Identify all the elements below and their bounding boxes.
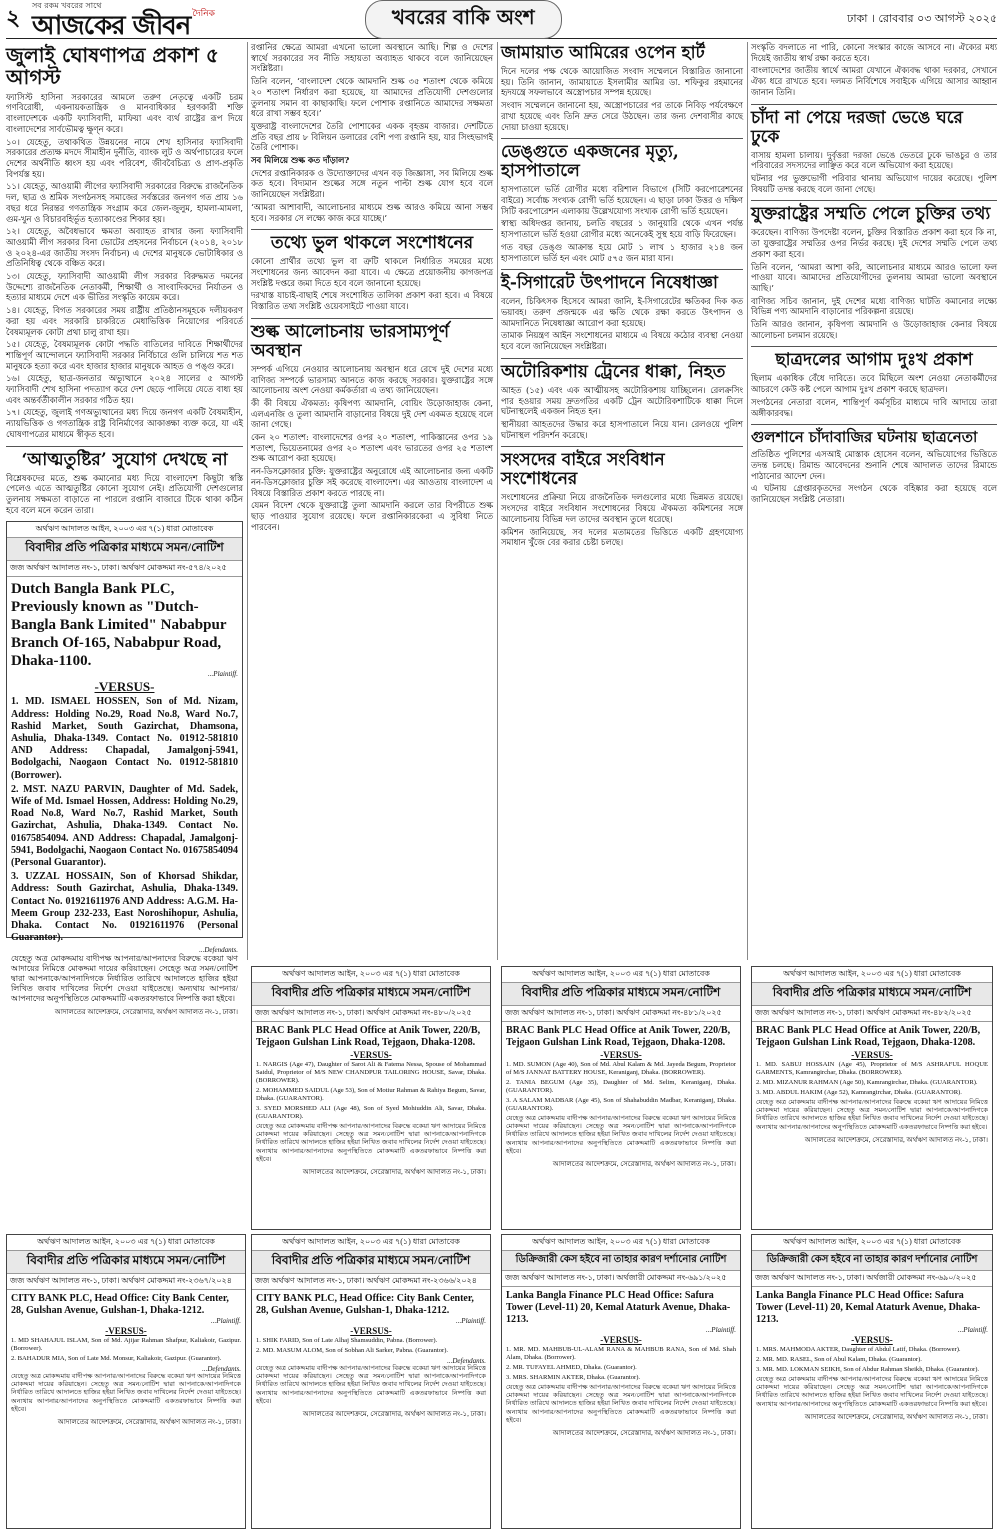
paragraph: যুক্তরাষ্ট্র বাংলাদেশের তৈরি পোশাকের একক বৃহত্তম বাজার। দেশটিতে প্রতি বছর প্রায় ৮ বিলিয়ন ডলারের বেশি পণ্য রপ্তানি হয়, যার সিংহভাগই তৈরি পোশাক।: [251, 120, 493, 153]
paragraph: দেশের রপ্তানিকারক ও উদ্যোক্তাদের এখন বড় জিজ্ঞাসা, সব মিলিয়ে শুল্ক কত হবে। বিদ্যমান শুল্কের সঙ্গে নতুন পাল্টা শুল্ক যোগ হবে বলে জানিয়েছেন সংশ্লিষ্টরা।: [251, 167, 493, 200]
headline: শুল্ক আলোচনায় ভারসাম্যপূর্ণ অবস্থান: [251, 321, 449, 361]
defendant: 1. MD. SABUJ HOSSAIN (Age 45), Proprietor of M/S ASHRAFUL HOQUE GARMENTS, Kamrangirchar, Dhaka. (BORROWER).: [756, 1061, 988, 1076]
notice-court: জজ অর্থঋণ আদালত নং-১, ঢাকা। অর্থঋণ মোকদ্দমা নং-২৩৬৭/২০২৪: [7, 1274, 245, 1290]
headline: ডেঙ্গুতে একজনের মৃত্যু, হাসপাতালে: [501, 142, 679, 182]
paragraph: কেন ২০ শতাংশ: বাংলাদেশের ওপর ২০ শতাংশ, পাকিস্তানের ওপর ১৯ শতাংশ, ভিয়েতনামের ওপর ২০ শতাংশ এবং ভারতের ওপর ২৫ শতাংশ শুল্ক আরোপ করা হয়েছে।: [251, 432, 493, 464]
paragraph: সংস্কৃতি বদলাতে না পারি, কোনো সংস্কার কাজে আসবে না। ঐক্যের মধ্য দিয়েই জাতীয় স্বার্থ রক্ষা করতে হবে।: [751, 42, 997, 63]
paragraph: বাণিজ্য সচিব জানান, দুই দেশের মধ্যে বাণিজ্য ঘাটতি কমানোর লক্ষ্যে বিভিন্ন পণ্য আমদানি বাড়ানোর পরিকল্পনা রয়েছে।: [751, 295, 997, 317]
paragraph: কোনো প্রার্থীর তথ্যে ভুল বা ত্রুটি থাকলে নির্ধারিত সময়ের মধ্যে সংশোধনের জন্য আবেদন করা যাবে। এ ক্ষেত্রে প্রয়োজনীয় কাগজপত্র সংশ্লিষ্ট দপ্তরে জমা দিতে হবে বলে জানানো হয়েছে।: [251, 256, 493, 288]
defendants-tag: ...Defendants.: [447, 1357, 486, 1365]
defendant: 2. MOHAMMED SAIDUL (Age 53), Son of Motiur Rahman & Rahiya Begum, Savar, Dhaka. (GUARANTOR).: [256, 1087, 486, 1102]
paragraph: ফ্যাসিস্ট হাসিনা সরকারের আমলে তরুণ নেতৃত্বে একটি চরম গণবিরোধী, একনায়কতান্ত্রিক ও মানবাধিকার হরণকারী শক্তি বাংলাদেশকে একটি ফ্যাসিবাদী, মাফিয়া এবং ব্যর্থ রাষ্ট্রের রূপ দিয়ে বাংলাদেশের সার্বভৌমত্ব ক্ষুণ্ন করে।: [6, 91, 243, 134]
brand-name: আজকের জীবন: [32, 10, 191, 41]
notice-court: জজ অর্থঋণ আদালত নং-১, ঢাকা। অর্থঋণ মোকদ্দমা নং-৫৭৪/২০২৫: [7, 561, 242, 577]
story-ecigarette: [501, 269, 743, 352]
defendant: 1. MD. ISMAEL HOSSEN, Son of Md. Nizam, Address: Holding No.29, Road No.8, Ward No.7, Rashid Market, South Gazirchat, Dhamsona, Ashulia, Dhaka-1349. Contact No. 01912-581810 AND Address: Chapadal, Jamalgonj-5941, Bodolgachi, Naogaon Contact No. 01912-581810 (Borrower).: [11, 696, 238, 781]
story-gulshan: [751, 424, 997, 504]
paragraph: স্বাস্থ্য অধিদপ্তর জানায়, চলতি বছরের ১ জানুয়ারি থেকে এখন পর্যন্ত হাসপাতালে ভর্তি হওয়া রোগীর মধ্যে অনেকেই সুস্থ হয়ে বাড়ি ফিরেছেন।: [501, 218, 743, 240]
paragraph: ঘটনার পর ভুক্তভোগী পরিবার থানায় অভিযোগ দায়ের করেছে। পুলিশ বিষয়টি তদন্ত করছে বলে জানা গেছে।: [751, 172, 997, 194]
versus: -VERSUS-: [350, 1326, 392, 1336]
paragraph: গত বছর ডেঙ্গু আক্রান্ত হয়ে মোট ১ লাখ ১ হাজার ২১৪ জন হাসপাতালে ভর্তি হন এবং মোট ৫৭৫ জন মারা যান।: [501, 241, 743, 263]
notice-title: বিবাদীর প্রতি পত্রিকার মাধ্যমে সমন/নোটিশ: [252, 983, 490, 1006]
headline: গুলশানে চাঁদাবাজির ঘটনায় ছাত্রনেতা: [751, 428, 978, 447]
story-us-deal: [751, 200, 997, 340]
defendant: 2. MD. MIZANUR RAHMAN (Age 50), Kamrangirchar, Dhaka. (GUARANTOR).: [756, 1079, 978, 1086]
legal-notice-lankabangla-2: [751, 1234, 993, 1529]
paragraph: ১৩। যেহেতু, ফ্যাসিবাদী আওয়ামী লীগ সরকার বিরুদ্ধমত দমনের উদ্দেশ্যে রাজনৈতিক নেতাকর্মী, শিক্ষার্থী ও সাংবাদিকদের নির্যাতন ও হত্যার মাধ্যমে দেশে এক ভীতির সংস্কৃতি কায়েম করে।: [6, 271, 243, 303]
notice-body: যেহেতু অত্র মোকদ্দমায় বাদীপক্ষ আপনার/আপনাদের বিরুদ্ধে বকেয়া ঋণ আদায়ের নিমিত্তে মোকদ্দমা দায়ের করিয়াছেন। সেহেতু অত্র সমন/নোটিশ দ্বারা আপনাকে/আপনাদিগকে নির্ধারিত তারিখে আদালতে হাজির হইয়া লিখিত জবাব দাখিলের নির্দেশ দেওয়া যাইতেছে। অন্যথায় আপনার/আপনাদের অনুপস্থিতিতে মোকদ্দমাটি একতরফাভাবে নিষ্পত্তি করা হইবে।: [756, 1376, 988, 1408]
legal-notice-city-2: [251, 1234, 491, 1529]
versus: -VERSUS-: [851, 1050, 893, 1060]
defendant: 2. MR. TUFAYEL AHMED, Dhaka. (Guarantor).: [506, 1364, 637, 1371]
paragraph: বলেন, চিকিৎসক হিসেবে আমরা জানি, ই-সিগারেটের ক্ষতিকর দিক কত ভয়াবহ। তরুণ প্রজন্মকে এর ক্ষতি থেকে রক্ষা করতে উৎপাদন ও আমদানিতে নিষেধাজ্ঞা আরোপ করা হয়েছে।: [501, 296, 743, 328]
column-2: [251, 42, 493, 960]
paragraph: ছিলাম একাধিক বেঁধে দাবিতে। তবে মিছিলে অংশ নেওয়া নেতাকর্মীদের আচরণে কেউ কষ্ট পেলে আগাম দুঃখ প্রকাশ করছে ছাত্রদল।: [751, 373, 997, 395]
notice-body: যেহেতু অত্র মোকদ্দমায় বাদীপক্ষ আপনার/আপনাদের বিরুদ্ধে বকেয়া ঋণ আদায়ের নিমিত্তে মোকদ্দমা দায়ের করিয়াছেন। সেহেতু অত্র সমন/নোটিশ দ্বারা আপনাকে/আপনাদিগকে নির্ধারিত তারিখে আদালতে হাজির হইয়া লিখিত জবাব দাখিলের নির্দেশ দেওয়া যাইতেছে। অন্যথায় আপনার/আপনাদের অনুপস্থিতিতে মোকদ্দমাটি একতরফাভাবে নিষ্পত্তি করা হইবে।: [506, 1115, 736, 1155]
plaintiff-tag: ...Plaintiff.: [208, 670, 238, 679]
defendant: 2. MST. NAZU PARVIN, Daughter of Md. Sadek, Wife of Md. Ismael Hossen, Address: Holding No.29, Road No.8, Ward No.7, Rashid Market, South Gazirchat, Ashulia, Dhaka-1349. Contact No. 01675854094. AND Address: Chapadal, Jamalgonj-5941, Bodolgachi, Naogaon Contact No. 01675854094 (Personal Guarantor).: [11, 783, 238, 869]
column-1: [6, 42, 243, 1017]
notice-plaintiff: Dutch Bangla Bank PLC, Previously known as "Dutch-Bangla Bank Limited" Nababpur Branch Of-165, Nababpur Road, Dhaka-1100.: [11, 581, 227, 670]
legal-notice-dutch-bangla: [6, 521, 243, 1017]
paragraph: ১৪। যেহেতু, বিগত সরকারের সময় রাষ্ট্রীয় প্রতিষ্ঠানসমূহকে দলীয়করণ করা হয় এবং সরকারি চাকরিতে মেধাভিত্তিক নিয়োগের পরিবর্তে বৈষম্যমূলক কোটা প্রথা চালু রাখা হয়।: [6, 305, 243, 337]
notice-plaintiff: BRAC Bank PLC Head Office at Anik Tower, 220/B, Tejgaon Gulshan Link Road, Tejgaon, Dhaka-1208.: [256, 1025, 481, 1048]
notice-law: অর্থঋণ আদালত আইন, ২০০৩ এর ৭(১) ধারা মোতাবেক: [752, 1235, 992, 1251]
plaintiff-tag: ...Plaintiff.: [211, 1317, 241, 1325]
paragraph: ‘আমরা আশাবাদী, আলোচনার মাধ্যমে শুল্ক আরও কমিয়ে আনা সম্ভব হবে। সরকার সে লক্ষ্যে কাজ করে যাচ্ছে।’: [251, 201, 493, 223]
defendant: 1. MD SHAHAJUL ISLAM, Son of Md. Ajijar Rahman Shafpur, Kaliakoir, Gazipur. (Borrower).: [11, 1337, 241, 1352]
notice-signature: আদালতের আদেশক্রমে, সেরেস্তাদার, অর্থঋণ আদালত নং-১, ঢাকা।: [302, 1410, 486, 1419]
page-number: ২: [6, 4, 21, 31]
story-satisfaction: [6, 446, 243, 516]
masthead: [6, 0, 997, 39]
paragraph: ১১। যেহেতু, আওয়ামী লীগের ফ্যাসিবাদী সরকারের বিরুদ্ধে রাজনৈতিক দল, ছাত্র ও শ্রমিক সংগঠনসহ সমাজের সর্বস্তরের জনগণ গত প্রায় ১৬ বছর ধরে নিরন্তর গণতান্ত্রিক সংগ্রাম করে জেল-জুলুম, হামলা-মামলা, গুম-খুন ও বিচারবহির্ভূত হত্যাকাণ্ডের শিকার হয়।: [6, 181, 243, 224]
notice-plaintiff: BRAC Bank PLC Head Office at Anik Tower, 220/B, Tejgaon Gulshan Link Road, Tejgaon, Dhaka-1208.: [756, 1025, 981, 1048]
legal-notice-brac-2: [501, 966, 741, 1230]
paragraph: করেছেন। বাণিজ্য উপদেষ্টা বলেন, চুক্তির বিস্তারিত প্রকাশ করা হবে কি না, তা যুক্তরাষ্ট্রের সম্মতির ওপর নির্ভর করছে। দুই দেশের সম্মতি পেলে তথ্য প্রকাশ করা হবে।: [751, 227, 997, 259]
headline: ছাত্রদলের আগাম দুঃখ প্রকাশ: [775, 350, 973, 371]
paragraph: বিশ্লেষকদের মতে, শুল্ক কমানোর মধ্য দিয়ে বাংলাদেশ কিছুটা স্বস্তি পেলেও এতে আত্মতুষ্টির কোনো সুযোগ নেই। প্রতিযোগী দেশগুলোর তুলনায় সক্ষমতা বাড়াতে না পারলে রপ্তানি বাজারে টিকে থাকা কঠিন হবে বলে মনে করেন তারা।: [6, 472, 243, 515]
notice-body: যেহেতু অত্র মোকদ্দমায় বাদীপক্ষ আপনার/আপনাদের বিরুদ্ধে বকেয়া ঋণ আদায়ের নিমিত্তে মোকদ্দমা দায়ের করিয়াছেন। সেহেতু অত্র সমন/নোটিশ দ্বারা আপনাকে/আপনাদিগকে নির্ধারিত তারিখে আদালতে হাজির হইয়া লিখিত জবাব দাখিলের নির্দেশ দেওয়া যাইতেছে। অন্যথায় আপনার/আপনাদের অনুপস্থিতিতে মোকদ্দমাটি একতরফাভাবে নিষ্পত্তি করা হইবে।: [11, 954, 238, 1004]
notice-signature: আদালতের আদেশক্রমে, সেরেস্তাদার, অর্থঋণ আদালত নং-১, ঢাকা।: [302, 1168, 486, 1177]
paragraph: ১২। যেহেতু, অবৈধভাবে ক্ষমতা অব্যাহত রাখার জন্য ফ্যাসিবাদী আওয়ামী লীগ সরকার বিনা ভোটের প্রহসনের নির্বাচনে (২০১৪, ২০১৮ ও ২০২৪-এর জাতীয় সংসদ নির্বাচন) এ দেশের মানুষকে ভোটাধিকার ও প্রতিনিধিত্ব থেকে বঞ্চিত করে।: [6, 226, 243, 269]
defendant: 1. NARGIS (Age 47), Daughter of Sarot Ali & Fatema Nessa, Spouse of Mohammad Saidul, Proprietor of M/S NEW CHANDPUR TAILORING HOUSE, Savar, Dhaka. (BORROWER).: [256, 1061, 486, 1084]
paragraph: যেমন বিদেশ থেকে যুক্তরাষ্ট্রে তুলা আমদানি করলে তার বিপরীতে শুল্ক ছাড় পাওয়ার সুযোগ রয়েছে। ফলে রপ্তানিকারকেরা এ সুবিধা নিতে পারবেন।: [251, 500, 493, 532]
versus: -VERSUS-: [600, 1335, 642, 1345]
notice-title: ডিক্রিজারী কেস হইবে না তাহার কারণ দর্শানোর নোটিশ: [752, 1251, 992, 1271]
defendant: 1. MD. SUMON (Age 40), Son of Md. Abul Kalam & Md. Jayeda Begum, Proprietor of M/S JANNAT BATTERY HOUSE, Keraniganj, Dhaka. (BORROWER).: [506, 1061, 736, 1076]
defendant: 3. UZZAL HOSSAIN, Son of Khorsad Shikdar, Address: South Gazirchat, Ashulia, Dhaka-1349. Contact No. 01921611976 AND Address: A.G.M. Ha-Meem Group 232-233, East Noroshihopur, Ashulia, Dhaka. Contact No. 01921611976 (Personal Guarantor).: [11, 871, 238, 944]
paragraph: আহত (১৫) এবং এক আত্মীয়সহ অটোরিকশায় যাচ্ছিলেন। রেলক্রসিং পার হওয়ার সময় দ্রুতগতির একটি ট্রেন অটোরিকশাটিকে ধাক্কা দিলে ঘটনাস্থলেই একজন নিহত হন।: [501, 384, 743, 417]
notice-law: অর্থঋণ আদালত আইন, ২০০৩ এর ৭(১) ধারা মোতাবেক: [252, 967, 490, 983]
headline: অটোরিকশায় ট্রেনের ধাক্কা, নিহত: [501, 361, 726, 382]
brand-daily: দৈনিক: [192, 9, 215, 19]
defendant: 3. MD. ABDUL HAKIM (Age 52), Kamrangirchar, Dhaka. (GUARANTOR).: [756, 1089, 962, 1096]
notice-court: জজ অর্থঋণ আদালত নং-১, ঢাকা। অর্থঋণ মোকদ্দমা নং-৪৮১/২০২৫: [502, 1006, 740, 1022]
notice-body: যেহেতু অত্র মোকদ্দমায় বাদীপক্ষ আপনার/আপনাদের বিরুদ্ধে বকেয়া ঋণ আদায়ের নিমিত্তে মোকদ্দমা দায়ের করিয়াছেন। সেহেতু অত্র সমন/নোটিশ দ্বারা আপনাকে/আপনাদিগকে নির্ধারিত তারিখে আদালতে হাজির হইয়া লিখিত জবাব দাখিলের নির্দেশ দেওয়া যাইতেছে। অন্যথায় আপনার/আপনাদের অনুপস্থিতিতে মোকদ্দমাটি একতরফাভাবে নিষ্পত্তি করা হইবে।: [506, 1384, 736, 1424]
notice-law: অর্থঋণ আদালত আইন, ২০০৩ এর ৭(১) ধারা মোতাবেক: [502, 967, 740, 983]
notice-body: যেহেতু অত্র মোকদ্দমায় বাদীপক্ষ আপনার/আপনাদের বিরুদ্ধে বকেয়া ঋণ আদায়ের নিমিত্তে মোকদ্দমা দায়ের করিয়াছেন। সেহেতু অত্র সমন/নোটিশ দ্বারা আপনাকে/আপনাদিগকে নির্ধারিত তারিখে আদালতে হাজির হইয়া লিখিত জবাব দাখিলের নির্দেশ দেওয়া যাইতেছে। অন্যথায় আপনার/আপনাদের অনুপস্থিতিতে মোকদ্দমাটি একতরফাভাবে নিষ্পত্তি করা হইবে।: [256, 1365, 486, 1405]
paragraph: সংগঠনের নেতারা বলেন, শান্তিপূর্ণ কর্মসূচির মাধ্যমে দাবি আদায়ে তারা অঙ্গীকারবদ্ধ।: [751, 396, 997, 418]
story-correction: [251, 229, 493, 312]
paragraph: ১৫। যেহেতু, বৈষম্যমূলক কোটা পদ্ধতি বাতিলের দাবিতে শিক্ষার্থীদের শান্তিপূর্ণ আন্দোলনে ফ্যাসিবাদী সরকার নির্বিচারে গুলি চালিয়ে শত শত মানুষকে হত্যা করে এবং হাজার হাজার মানুষকে আহত ও পঙ্গু করে।: [6, 339, 243, 371]
notice-court: জজ অর্থঋণ আদালত নং-১, ঢাকা। অর্থজারী মোকদ্দমা নং-৬৯১/২০২৫: [502, 1271, 740, 1287]
story-train: [501, 358, 743, 441]
notice-law: অর্থঋণ আদালত আইন, ২০০৩ এর ৭(১) ধারা মোতাবেক: [7, 522, 242, 538]
notice-court: জজ অর্থঋণ আদালত নং-১, ঢাকা। অর্থঋণ মোকদ্দমা নং-৪৮২/২০২৫: [752, 1006, 992, 1022]
notice-law: অর্থঋণ আদালত আইন, ২০০৩ এর ৭(১) ধারা মোতাবেক: [752, 967, 992, 983]
legal-notice-lankabangla-1: [501, 1234, 741, 1529]
defendant: 1. MRS. MAHMODA AKTER, Daughter of Abdul Latif, Dhaka. (Borrower).: [756, 1346, 961, 1353]
headline: তথ্যে ভুল থাকলে সংশোধনের: [270, 233, 474, 254]
story-extortion: [751, 104, 997, 195]
headline: ই-সিগারেট উৎপাদনে নিষেধাজ্ঞা: [501, 273, 718, 294]
legal-notice-city-1: [6, 1234, 246, 1529]
paragraph: সংবাদ সম্মেলনে জানানো হয়, অস্ত্রোপচারের পর তাকে নিবিড় পর্যবেক্ষণে রাখা হয়েছে এবং তিনি দ্রুত সেরে উঠছেন। তার জন্য দেশবাসীর কাছে দোয়া চাওয়া হয়েছে।: [501, 100, 743, 132]
column-3: [501, 42, 743, 960]
defendant: 3. MRS. SHARMIN AKTER, Dhaka. (Guarantor).: [506, 1374, 641, 1381]
notice-court: জজ অর্থঋণ আদালত নং-১, ঢাকা। অর্থঋণ মোকদ্দমা নং-৪৮০/২০২৫: [252, 1006, 490, 1022]
notice-body: যেহেতু অত্র মোকদ্দমায় বাদীপক্ষ আপনার/আপনাদের বিরুদ্ধে বকেয়া ঋণ আদায়ের নিমিত্তে মোকদ্দমা দায়ের করিয়াছেন। সেহেতু অত্র সমন/নোটিশ দ্বারা আপনাকে/আপনাদিগকে নির্ধারিত তারিখে আদালতে হাজির হইয়া লিখিত জবাব দাখিলের নির্দেশ দেওয়া যাইতেছে। অন্যথায় আপনার/আপনাদের অনুপস্থিতিতে মোকদ্দমাটি একতরফাভাবে নিষ্পত্তি করা হইবে।: [256, 1123, 486, 1163]
paragraph: ১৬। যেহেতু, ছাত্র-জনতার অভ্যুত্থানে ২০২৪ সালের ৫ আগস্ট ফ্যাসিবাদী শেখ হাসিনা পদত্যাগ করে দেশ ছেড়ে পালিয়ে যেতে বাধ্য হয় এবং অন্তর্বর্তীকালীন সরকার গঠিত হয়।: [6, 373, 243, 405]
defendant: 1. MR. MD. MAHBUB-UL-ALAM RANA & MAHBUB RANA, Son of Md. Shah Alam, Dhaka. (Borrower).: [506, 1346, 736, 1361]
notice-title: বিবাদীর প্রতি পত্রিকার মাধ্যমে সমন/নোটিশ: [252, 1251, 490, 1274]
column-divider: [497, 42, 498, 960]
paragraph: তিনি বলেন, ‘আমরা আশা করি, আলোচনার মাধ্যমে আরও ভালো ফল পাওয়া যাবে। আমাদের প্রতিযোগীদের তুলনায় আমরা ভালো অবস্থানে আছি।’: [751, 261, 997, 293]
story-dengue: [501, 138, 743, 263]
headline: চাঁদা না পেয়ে দরজা ভেঙে ঘরে ঢুকে: [751, 107, 963, 147]
plaintiff-tag: ...Plaintiff.: [958, 1326, 988, 1334]
subheading: সব মিলিয়ে শুল্ক কত দাঁড়াল?: [251, 155, 350, 166]
paragraph: ১০। যেহেতু, তথাকথিত উন্নয়নের নামে শেখ হাসিনার ফ্যাসিবাদী সরকারের প্রত্যক্ষ মদদে সীমাহীন দুর্নীতি, ব্যাংক লুট ও অর্থপাচারের ফলে দেশের অর্থনীতি ধ্বংস হয় এবং পরিবেশ, জীববৈচিত্র্য ও প্রাণ-প্রকৃতি বিপর্যস্ত হয়।: [6, 136, 243, 179]
story-tariff-continued: [251, 42, 493, 223]
notice-plaintiff: BRAC Bank PLC Head Office at Anik Tower, 220/B, Tejgaon Gulshan Link Road, Tejgaon, Dhaka-1208.: [506, 1025, 731, 1048]
paragraph: রপ্তানির ক্ষেত্রে আমরা এখনো ভালো অবস্থানে আছি। শিল্প ও দেশের স্বার্থে সরকারের সব নীতি সহায়তা অব্যাহত থাকবে বলে জানিয়েছেন সংশ্লিষ্টরা।: [251, 42, 493, 74]
brand-tagline: সব রকম খবরের সাথে: [32, 0, 102, 10]
defendants-tag: ...Defendants.: [199, 946, 238, 955]
defendant: 2. BAHADUR MIA, Son of Late Md. Monsur, Kaliakoir, Gazipur. (Guarantor).: [11, 1355, 222, 1362]
headline: সংসদের বাইরে সংবিধান সংশোধনের: [501, 450, 665, 490]
defendant: 2. TANIA BEGUM (Age 35), Daughter of Md. Selim, Keraniganj, Dhaka. (GUARANTOR).: [506, 1079, 736, 1094]
headline: যুক্তরাষ্ট্রের সম্মতি পেলে চুক্তির তথ্য: [751, 204, 991, 225]
defendant: 3. MR. MD. LOKMAN SEIKH, Son of Abdur Rahman Sheikh, Dhaka. (Guarantor).: [756, 1366, 980, 1373]
paragraph: তিনি আরও জানান, কৃষিপণ্য আমদানি ও উড়োজাহাজ কেনার বিষয়ে আলোচনা চলমান রয়েছে।: [751, 319, 997, 340]
notice-title: বিবাদীর প্রতি পত্রিকার মাধ্যমে সমন/নোটিশ: [7, 538, 242, 561]
paragraph: দরখাস্ত যাচাই-বাছাই শেষে সংশোধিত তালিকা প্রকাশ করা হবে। এ বিষয়ে বিস্তারিত তথ্য সংশ্লিষ্ট ওয়েবসাইটে পাওয়া যাবে।: [251, 290, 493, 312]
defendant: 2. MR. MD. RASEL, Son of Abul Kalam, Dhaka. (Guarantor).: [756, 1356, 922, 1363]
versus: -VERSUS-: [105, 1326, 147, 1336]
column-divider: [747, 42, 748, 960]
notice-signature: আদালতের আদেশক্রমে, সেরেস্তাদার, অর্থঋণ আদালত নং-১, ঢাকা।: [552, 1160, 736, 1169]
paragraph: দিনে দলের পক্ষ থেকে আয়োজিত সংবাদ সম্মেলনে বিস্তারিত জানানো হয়। তিনি জানান, জামায়াতে ইসলামীর আমির ডা. শফিকুর রহমানের হৃদযন্ত্রে সফলভাবে অস্ত্রোপচার সম্পন্ন হয়েছে।: [501, 66, 743, 98]
versus: -VERSUS-: [851, 1335, 893, 1345]
paragraph: ১৭। যেহেতু, জুলাই গণঅভ্যুত্থানের মধ্য দিয়ে জনগণ একটি বৈষম্যহীন, ন্যায়ভিত্তিক ও গণতান্ত্রিক রাষ্ট্র বিনির্মাণের আকাঙ্ক্ষা ব্যক্ত করে, যা এই ঘোষণাপত্রের মাধ্যমে স্বীকৃত হবে।: [6, 407, 243, 439]
defendant: 3. SYED MORSHED ALI (Age 48), Son of Syed Mohiuddin Ali, Savar, Dhaka. (GUARANTOR).: [256, 1105, 486, 1120]
headline: ‘আত্মতুষ্টির’ সুযোগ দেখছে না: [21, 449, 228, 470]
notice-title: বিবাদীর প্রতি পত্রিকার মাধ্যমে সমন/নোটিশ: [502, 983, 740, 1006]
column-divider: [247, 42, 248, 960]
versus: -VERSUS-: [94, 679, 155, 695]
notice-plaintiff: Lanka Bangla Finance PLC Head Office: Safura Tower (Level-11) 20, Kemal Ataturk Avenue, Dhaka-1213.: [756, 1290, 981, 1325]
story-july-declaration: [6, 44, 243, 440]
versus: -VERSUS-: [350, 1050, 392, 1060]
paragraph: স্থানীয়রা আহতদের উদ্ধার করে হাসপাতালে নিয়ে যান। রেলওয়ে পুলিশ ঘটনাস্থল পরিদর্শন করেছে।: [501, 418, 743, 440]
notice-body: যেহেতু অত্র মোকদ্দমায় বাদীপক্ষ আপনার/আপনাদের বিরুদ্ধে বকেয়া ঋণ আদায়ের নিমিত্তে মোকদ্দমা দায়ের করিয়াছেন। সেহেতু অত্র সমন/নোটিশ দ্বারা আপনাকে/আপনাদিগকে নির্ধারিত তারিখে আদালতে হাজির হইয়া লিখিত জবাব দাখিলের নির্দেশ দেওয়া যাইতেছে। অন্যথায় আপনার/আপনাদের অনুপস্থিতিতে মোকদ্দমাটি একতরফাভাবে নিষ্পত্তি করা হইবে।: [756, 1099, 988, 1131]
plaintiff-tag: ...Plaintiff.: [706, 1326, 736, 1334]
notice-plaintiff: CITY BANK PLC, Head Office: City Bank Center, 28, Gulshan Avenue, Gulshan-1, Dhaka-1212.: [11, 1293, 229, 1316]
section-title: খবরের বাকি অংশ: [365, 0, 562, 39]
brand-logo: [32, 0, 190, 39]
column-4: [751, 42, 997, 960]
versus: -VERSUS-: [600, 1050, 642, 1060]
notice-law: অর্থঋণ আদালত আইন, ২০০৩ এর ৭(১) ধারা মোতাবেক: [7, 1235, 245, 1251]
defendant: 2. MD. MASUM ALOM, Son of Sobhan Ali Sarker, Pabna. (Guarantor).: [256, 1347, 449, 1354]
defendant: 1. SHIK FARID, Son of Late Alhaj Shamsuddin, Pabna. (Borrower).: [256, 1337, 438, 1344]
legal-notice-brac-3: [751, 966, 993, 1230]
paragraph: তিনি বলেন, ‘বাংলাদেশ থেকে আমদানি শুল্ক ৩৫ শতাংশ থেকে কমিয়ে ২০ শতাংশ নির্ধারণ করা হয়েছে, যা আমাদের প্রতিযোগী দেশগুলোর তুলনায় সমান বা কাছাকাছি। ফলে পোশাক রপ্তানিতে আমাদের সক্ষমতা ধরে রাখা সম্ভব হবে।’: [251, 76, 493, 119]
notice-signature: আদালতের আদেশক্রমে, সেরেস্তাদার, অর্থঋণ আদালত নং-১, ঢাকা।: [804, 1412, 988, 1421]
paragraph: নন-ডিসক্লোজার চুক্তি: যুক্তরাষ্ট্রের অনুরোধে এই আলোচনার জন্য একটি নন-ডিসক্লোজার চুক্তি সই করেছে বাংলাদেশ। এর আওতায় বাংলাদেশ এ বিষয়ে বিস্তারিত প্রকাশ করতে পারছে না।: [251, 466, 493, 498]
paragraph: কমিশন জানিয়েছে, সব দলের মতামতের ভিত্তিতে একটি গ্রহণযোগ্য সমাধান খুঁজে বের করার চেষ্টা চলছে।: [501, 526, 743, 548]
story-jamaat: [501, 44, 743, 132]
notice-title: বিবাদীর প্রতি পত্রিকার মাধ্যমে সমন/নোটিশ: [7, 1251, 245, 1274]
notice-law: অর্থঋণ আদালত আইন, ২০০৩ এর ৭(১) ধারা মোতাবেক: [252, 1235, 490, 1251]
paragraph: বাসায় হামলা চালায়। দুর্বৃত্তরা দরজা ভেঙে ভেতরে ঢুকে ভাঙচুর ও তার পরিবারের সদস্যদের লাঞ্ছিত করে বলে অভিযোগ করা হয়েছে।: [751, 149, 997, 171]
paragraph: এ ঘটনায় গ্রেপ্তারকৃতদের সংগঠন থেকে বহিষ্কার করা হয়েছে বলে জানিয়েছেন সংশ্লিষ্ট নেতারা।: [751, 483, 997, 504]
paragraph: হাসপাতালে ভর্তি রোগীর মধ্যে বরিশাল বিভাগে (সিটি করপোরেশনের বাইরে) সর্বোচ্চ সংখ্যক রোগী ভর্তি হয়েছেন। এ ছাড়া ঢাকা উত্তর ও দক্ষিণ সিটি করপোরেশন এলাকায় উল্লেখযোগ্য সংখ্যক রোগী ভর্তি হয়েছেন।: [501, 184, 743, 216]
defendant: 3. A SALAM MADBAR (Age 45), Son of Shahabuddin Madbar, Keraniganj, Dhaka. (GUARANTOR).: [506, 1097, 736, 1112]
notice-law: অর্থঋণ আদালত আইন, ২০০৩ এর ৭(১) ধারা মোতাবেক: [502, 1235, 740, 1251]
paragraph: সংশোধনের প্রক্রিয়া নিয়ে রাজনৈতিক দলগুলোর মধ্যে ভিন্নমত রয়েছে। সংসদের বাইরে সংবিধান সংশোধনের বিষয়ে ঐকমত্য কমিশনের সঙ্গে আলোচনায় বিভিন্ন দল তাদের অবস্থান তুলে ধরেছে।: [501, 492, 743, 524]
notice-plaintiff: CITY BANK PLC, Head Office: City Bank Center, 28, Gulshan Avenue, Gulshan-1, Dhaka-1212.: [256, 1293, 474, 1316]
story-national-interest: [751, 42, 997, 98]
plaintiff-tag: ...Plaintiff.: [456, 1317, 486, 1325]
legal-notice-brac-1: [251, 966, 491, 1230]
story-constitution: [501, 446, 743, 548]
paragraph: তামাক নিয়ন্ত্রণ আইন সংশোধনের মাধ্যমে এ বিষয়ে কঠোর ব্যবস্থা নেওয়া হবে বলে জানিয়েছেন সংশ্লিষ্টরা।: [501, 330, 743, 352]
notice-signature: আদালতের আদেশক্রমে, সেরেস্তাদার, অর্থঋণ আদালত নং-১, ঢাকা।: [54, 1008, 238, 1017]
paragraph: সম্পর্ক এগিয়ে নেওয়ার আলোচনায় অবস্থান ধরে রেখে দুই দেশের মধ্যে বাণিজ্য সম্পর্কে ভারসাম্য আনতে কাজ করছে সরকার। যুক্তরাষ্ট্রের সঙ্গে আলোচনায় অংশ নেওয়া কর্মকর্তারা এ তথ্য জানিয়েছেন।: [251, 363, 493, 396]
headline: জুলাই ঘোষণাপত্র প্রকাশ ৫ আগস্ট: [6, 43, 219, 90]
paragraph: কী কী বিষয়ে ঐকমত্য: কৃষিপণ্য আমদানি, বোয়িং উড়োজাহাজ কেনা, এলএনজি ও তুলা আমদানি বাড়ানোর বিষয়ে দুই দেশ একমত হয়েছে বলে জানা গেছে।: [251, 397, 493, 430]
story-tariff-balance: [251, 318, 493, 533]
notice-signature: আদালতের আদেশক্রমে, সেরেস্তাদার, অর্থঋণ আদালত নং-১, ঢাকা।: [552, 1429, 736, 1438]
paragraph: প্রতিষ্ঠিত পুলিশের এসআই মোস্তাক হোসেন বলেন, অভিযোগের ভিত্তিতে তদন্ত চলছে। রিমান্ড আবেদনের শুনানি শেষে আদালত তাদের রিমান্ডে পাঠানোর আদেশ দেন।: [751, 449, 997, 481]
notice-title: ডিক্রিজারী কেস হইবে না তাহার কারণ দর্শানোর নোটিশ: [502, 1251, 740, 1271]
notice-signature: আদালতের আদেশক্রমে, সেরেস্তাদার, অর্থঋণ আদালত নং-১, ঢাকা।: [57, 1418, 241, 1427]
notice-signature: আদালতের আদেশক্রমে, সেরেস্তাদার, অর্থঋণ আদালত নং-১, ঢাকা।: [804, 1135, 988, 1144]
defendants-tag: ...Defendants.: [202, 1365, 241, 1373]
dateline: ঢাকা । রোববার ০৩ আগস্ট ২০২৫: [847, 11, 997, 25]
notice-title: বিবাদীর প্রতি পত্রিকার মাধ্যমে সমন/নোটিশ: [752, 983, 992, 1006]
paragraph: বাংলাদেশের জাতীয় স্বার্থে আমরা যেখানে ঐক্যবদ্ধ থাকা দরকার, সেখানে ঐক্য ধরে রাখতে হবে। দলমত নির্বিশেষে সবাইকে এগিয়ে আসার আহ্বান জানান তিনি।: [751, 65, 997, 97]
story-student-sorrow: [751, 346, 997, 418]
notice-body: যেহেতু অত্র মোকদ্দমায় বাদীপক্ষ আপনার/আপনাদের বিরুদ্ধে বকেয়া ঋণ আদায়ের নিমিত্তে মোকদ্দমা দায়ের করিয়াছেন। সেহেতু অত্র সমন/নোটিশ দ্বারা আপনাকে/আপনাদিগকে নির্ধারিত তারিখে আদালতে হাজির হইয়া লিখিত জবাব দাখিলের নির্দেশ দেওয়া যাইতেছে। অন্যথায় আপনার/আপনাদের অনুপস্থিতিতে মোকদ্দমাটি একতরফাভাবে নিষ্পত্তি করা হইবে।: [11, 1373, 241, 1413]
headline: জামায়াত আমিরের ওপেন হার্ট: [501, 43, 705, 63]
notice-plaintiff: Lanka Bangla Finance PLC Head Office: Safura Tower (Level-11) 20, Kemal Ataturk Avenue, Dhaka-1213.: [506, 1290, 731, 1325]
notice-court: জজ অর্থঋণ আদালত নং-১, ঢাকা। অর্থজারী মোকদ্দমা নং-৬৯০/২০২৫: [752, 1271, 992, 1287]
notice-court: জজ অর্থঋণ আদালত নং-১, ঢাকা। অর্থঋণ মোকদ্দমা নং-২৩৬৬/২০২৪: [252, 1274, 490, 1290]
